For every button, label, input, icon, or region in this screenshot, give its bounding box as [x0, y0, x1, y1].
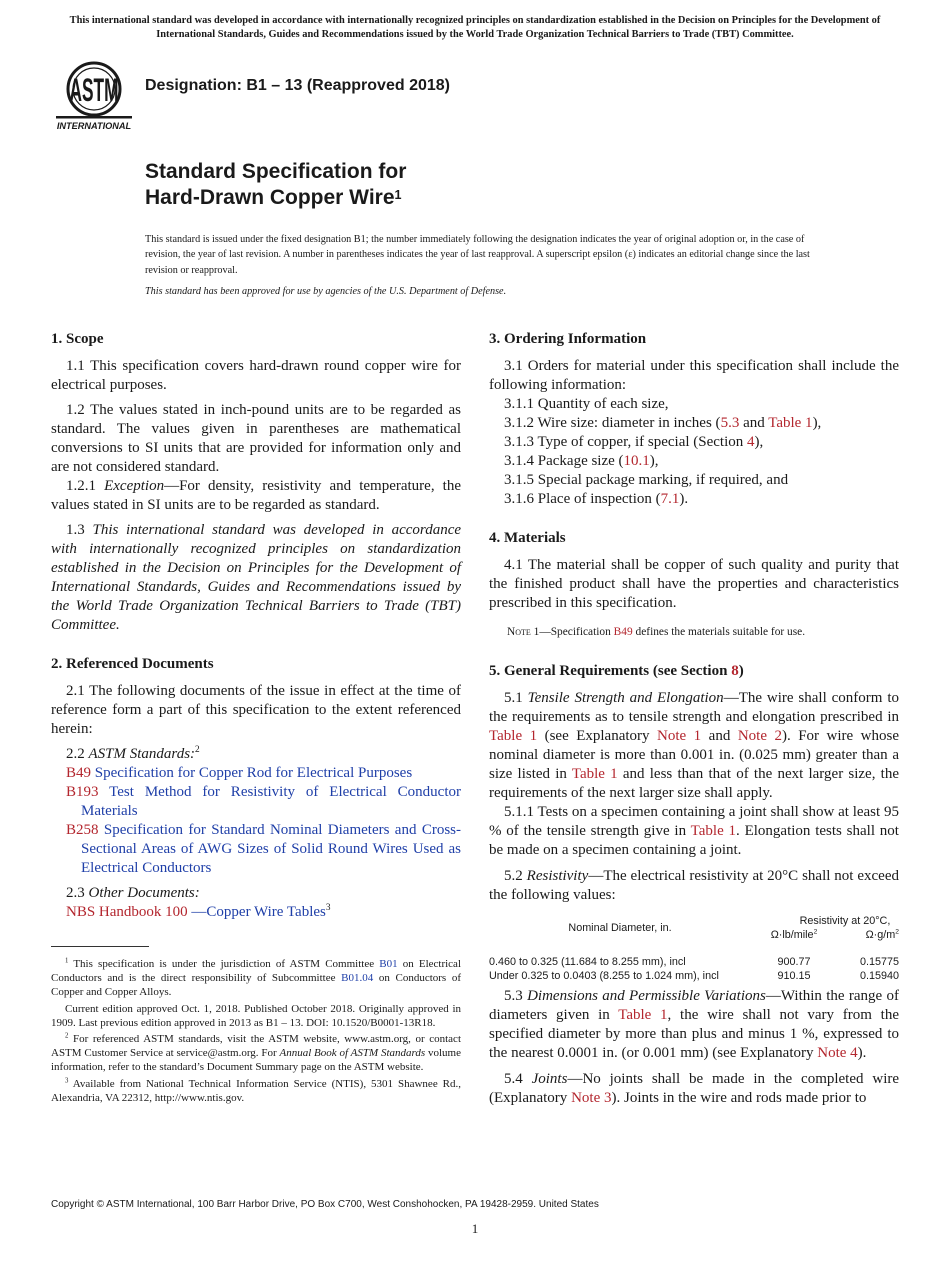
footnote-3: $^3$ Available from National Technical Information Service (NTIS), 5301 Shawnee Rd., Alexandria, VA 22312, http://www.ntis.gov.: [51, 1076, 461, 1104]
section-3-heading: 3. Ordering Information: [489, 331, 647, 347]
subcommittee-b0104-link[interactable]: B01.04: [341, 972, 374, 985]
ref-b49[interactable]: B49: [613, 626, 633, 638]
section-1-heading: 1. Scope: [51, 331, 104, 347]
ref-item-b193[interactable]: B193 Test Method for Resistivity of Electrical Conductor Materials: [66, 784, 461, 819]
table-row: 0.460 to 0.325 (11.684 to 8.255 mm), incl 900.77 0.15775: [489, 956, 899, 968]
section-2-heading: 2. Referenced Documents: [51, 656, 214, 672]
section-4-heading: 4. Materials: [489, 530, 566, 546]
footnotes: [51, 957, 461, 1107]
astm-logo: [52, 56, 136, 132]
designation: Designation: B1 – 13 (Reapproved 2018): [145, 77, 450, 94]
para-2-1: 2.1 The following documents of the issue in effect at the time of reference form a part of this specification to the extent referenced herein:: [51, 683, 461, 737]
document-title: [145, 159, 406, 212]
table-header-resistivity: Resistivity at 20°C,: [799, 915, 891, 927]
issue-statement: This standard is issued under the fixed designation B1; the number immediately following the designation indicates the year of original adoption or, in the case of revision, the year of last revision. A number in parentheses indicates the year of last reapproval. A superscript epsilon (ε) indicates an editorial change since the last revision or reapproval.: [145, 234, 810, 276]
item-3-1-5: 3.1.5 Special package marking, if required, and: [504, 472, 789, 488]
ref-item-b258[interactable]: B258 Specification for Standard Nominal Diameters and Cross-Sectional Areas of AWG Sizes of Solid Round Wires Used as Electrical Conductors: [66, 822, 461, 876]
committee-b01-link[interactable]: B01: [379, 958, 398, 970]
page-number: 1: [471, 1221, 479, 1236]
item-3-1-4: 3.1.4 Package size (10.1),: [504, 453, 659, 469]
para-5-1-1: 5.1.1 Tests on a specimen containing a joint shall show at least 95 % of the tensile strength give in Table 1. Elongation tests shall not be made on a specimen containing a joint.: [489, 804, 899, 858]
para-5-2: 5.2 Resistivity—The electrical resistivity at 20°C shall not exceed the following values:: [489, 868, 899, 903]
ref-table-1[interactable]: Table 1: [768, 415, 813, 431]
approval-statement: This standard has been approved for use by agencies of the U.S. Department of Defense.: [145, 286, 507, 297]
footnote-2: $^2$ For referenced ASTM standards, visit the ASTM website, www.astm.org, or contact ASTM Customer Service at service@astm.org. For Annual Book of ASTM Standards volume information, refer to the standard’s Document Summary page on the ASTM website.: [51, 1032, 461, 1074]
footnote-divider: [51, 946, 149, 947]
ref-item-nbs[interactable]: NBS Handbook 100 —Copper Wire Tables$^3$: [66, 903, 331, 920]
title-line-1: Standard Specification for: [145, 160, 407, 183]
ref-section-8[interactable]: 8: [731, 663, 739, 679]
top-notice: This international standard was developed in accordance with internationally recognized principles on standardization established in the Decision on Principles for the Development of International Standards, Guides and Recommendations issued by the World Trade Organization Technical Barriers to Trade (TBT) Committee.: [69, 15, 881, 40]
table-header-unit-2: $\Omega\cdot g/m^2$: [865, 927, 899, 941]
resistivity-table: [489, 915, 899, 983]
item-3-1-6: 3.1.6 Place of inspection (7.1).: [504, 491, 689, 507]
para-5-1: 5.1 Tensile Strength and Elongation—The wire shall conform to the requirements as to tensile strength and elongation prescribed in Table 1 (see Explanatory Note 1 and Note 2). For wire whose nominal diameter is more than 0.001 in. (0.025 mm) greater than a size listed in Table 1 and less than that of the next larger size, the requirements of the next larger size shall apply.: [489, 690, 899, 801]
para-5-4: 5.4 Joints—No joints shall be made in the completed wire (Explanatory Note 3). Joints in the wire and rods made prior to: [489, 1071, 900, 1106]
table-header-diameter: Nominal Diameter, in.: [568, 921, 672, 934]
copyright: Copyright © ASTM International, 100 Barr Harbor Drive, PO Box C700, West Conshohocken, PA 19428-2959. United States: [51, 1199, 599, 1210]
para-1-2-1: 1.2.1 Exception—For density, resistivity and temperature, the values stated in SI units are to be regarded as standard.: [51, 478, 461, 513]
title-footnote-mark: 1: [394, 187, 402, 202]
para-4-1: 4.1 The material shall be copper of such quality and purity that the finished product shall have the properties and characteristics prescribed in this specification.: [489, 557, 899, 611]
footnote-1-edition: Current edition approved Oct. 1, 2018. Published October 2018. Originally approved in 1909. Last previous edition approved in 2013 as B1 – 13. DOI: 10.1520/B0001-13R18.: [51, 1002, 461, 1029]
table-header-unit-1: Ω·lb/mile$^2$: [770, 927, 818, 941]
ref-5-3[interactable]: 5.3: [720, 415, 740, 431]
logo-lettering: ASTM: [69, 71, 119, 109]
section-5-heading: 5. General Requirements (see Section 8): [489, 663, 744, 679]
left-column: [51, 330, 461, 922]
item-3-1-1: 3.1.1 Quantity of each size,: [504, 396, 669, 412]
item-3-1-2: 3.1.2 Wire size: diameter in inches (5.3 and Table 1),: [504, 415, 822, 431]
note-1: Note 1—Specification B49 defines the materials suitable for use.: [507, 626, 806, 638]
para-5-3: 5.3 Dimensions and Permissible Variations—Within the range of diameters given in Table 1, the wire shall not vary from the specified diameter by more than plus and minus 1 %, expressed to the nearest 0.0001 in. (or 0.001 mm) (see Explanatory Note 4).: [489, 988, 899, 1061]
ref-section-4[interactable]: 4: [747, 434, 755, 450]
para-1-1: 1.1 This specification covers hard-drawn round copper wire for electrical purposes.: [51, 358, 461, 393]
table-row: Under 0.325 to 0.0403 (8.255 to 1.024 mm), incl 910.15 0.15940: [489, 969, 899, 982]
ref-item-b49[interactable]: B49 Specification for Copper Rod for Electrical Purposes: [66, 765, 413, 781]
title-line-2: Hard-Drawn Copper Wire: [145, 186, 395, 210]
para-2-3: 2.3 Other Documents:: [66, 885, 200, 901]
ref-10-1[interactable]: 10.1: [623, 453, 650, 469]
para-2-2: 2.2 ASTM Standards:$^2$: [66, 745, 200, 762]
ref-7-1[interactable]: 7.1: [660, 491, 680, 507]
footnote-1: $^1$ This specification is under the jurisdiction of ASTM Committee B01 on Electrical Conductors and is the direct responsibility of Subcommittee B01.04 on Conductors of Copper and Copper Alloys.: [51, 957, 462, 999]
right-column: [489, 330, 899, 1108]
para-1-2: 1.2 The values stated in inch-pound units are to be regarded as standard. The values given in parentheses are mathematical conversions to SI units that are provided for information only and are not considered standard.: [51, 402, 461, 475]
para-3-1: 3.1 Orders for material under this specification shall include the following information:: [489, 358, 899, 393]
logo-sub-lettering: INTERNATIONAL: [56, 121, 132, 131]
item-3-1-3: 3.1.3 Type of copper, if special (Section 4),: [504, 434, 764, 450]
para-1-3: 1.3 This international standard was developed in accordance with internationally recognized principles on standardization established in the Decision on Principles for the Development of International Standards, Guides and Recommendations issued by the World Trade Organization Technical Barriers to Trade (TBT) Committee.: [51, 522, 462, 633]
